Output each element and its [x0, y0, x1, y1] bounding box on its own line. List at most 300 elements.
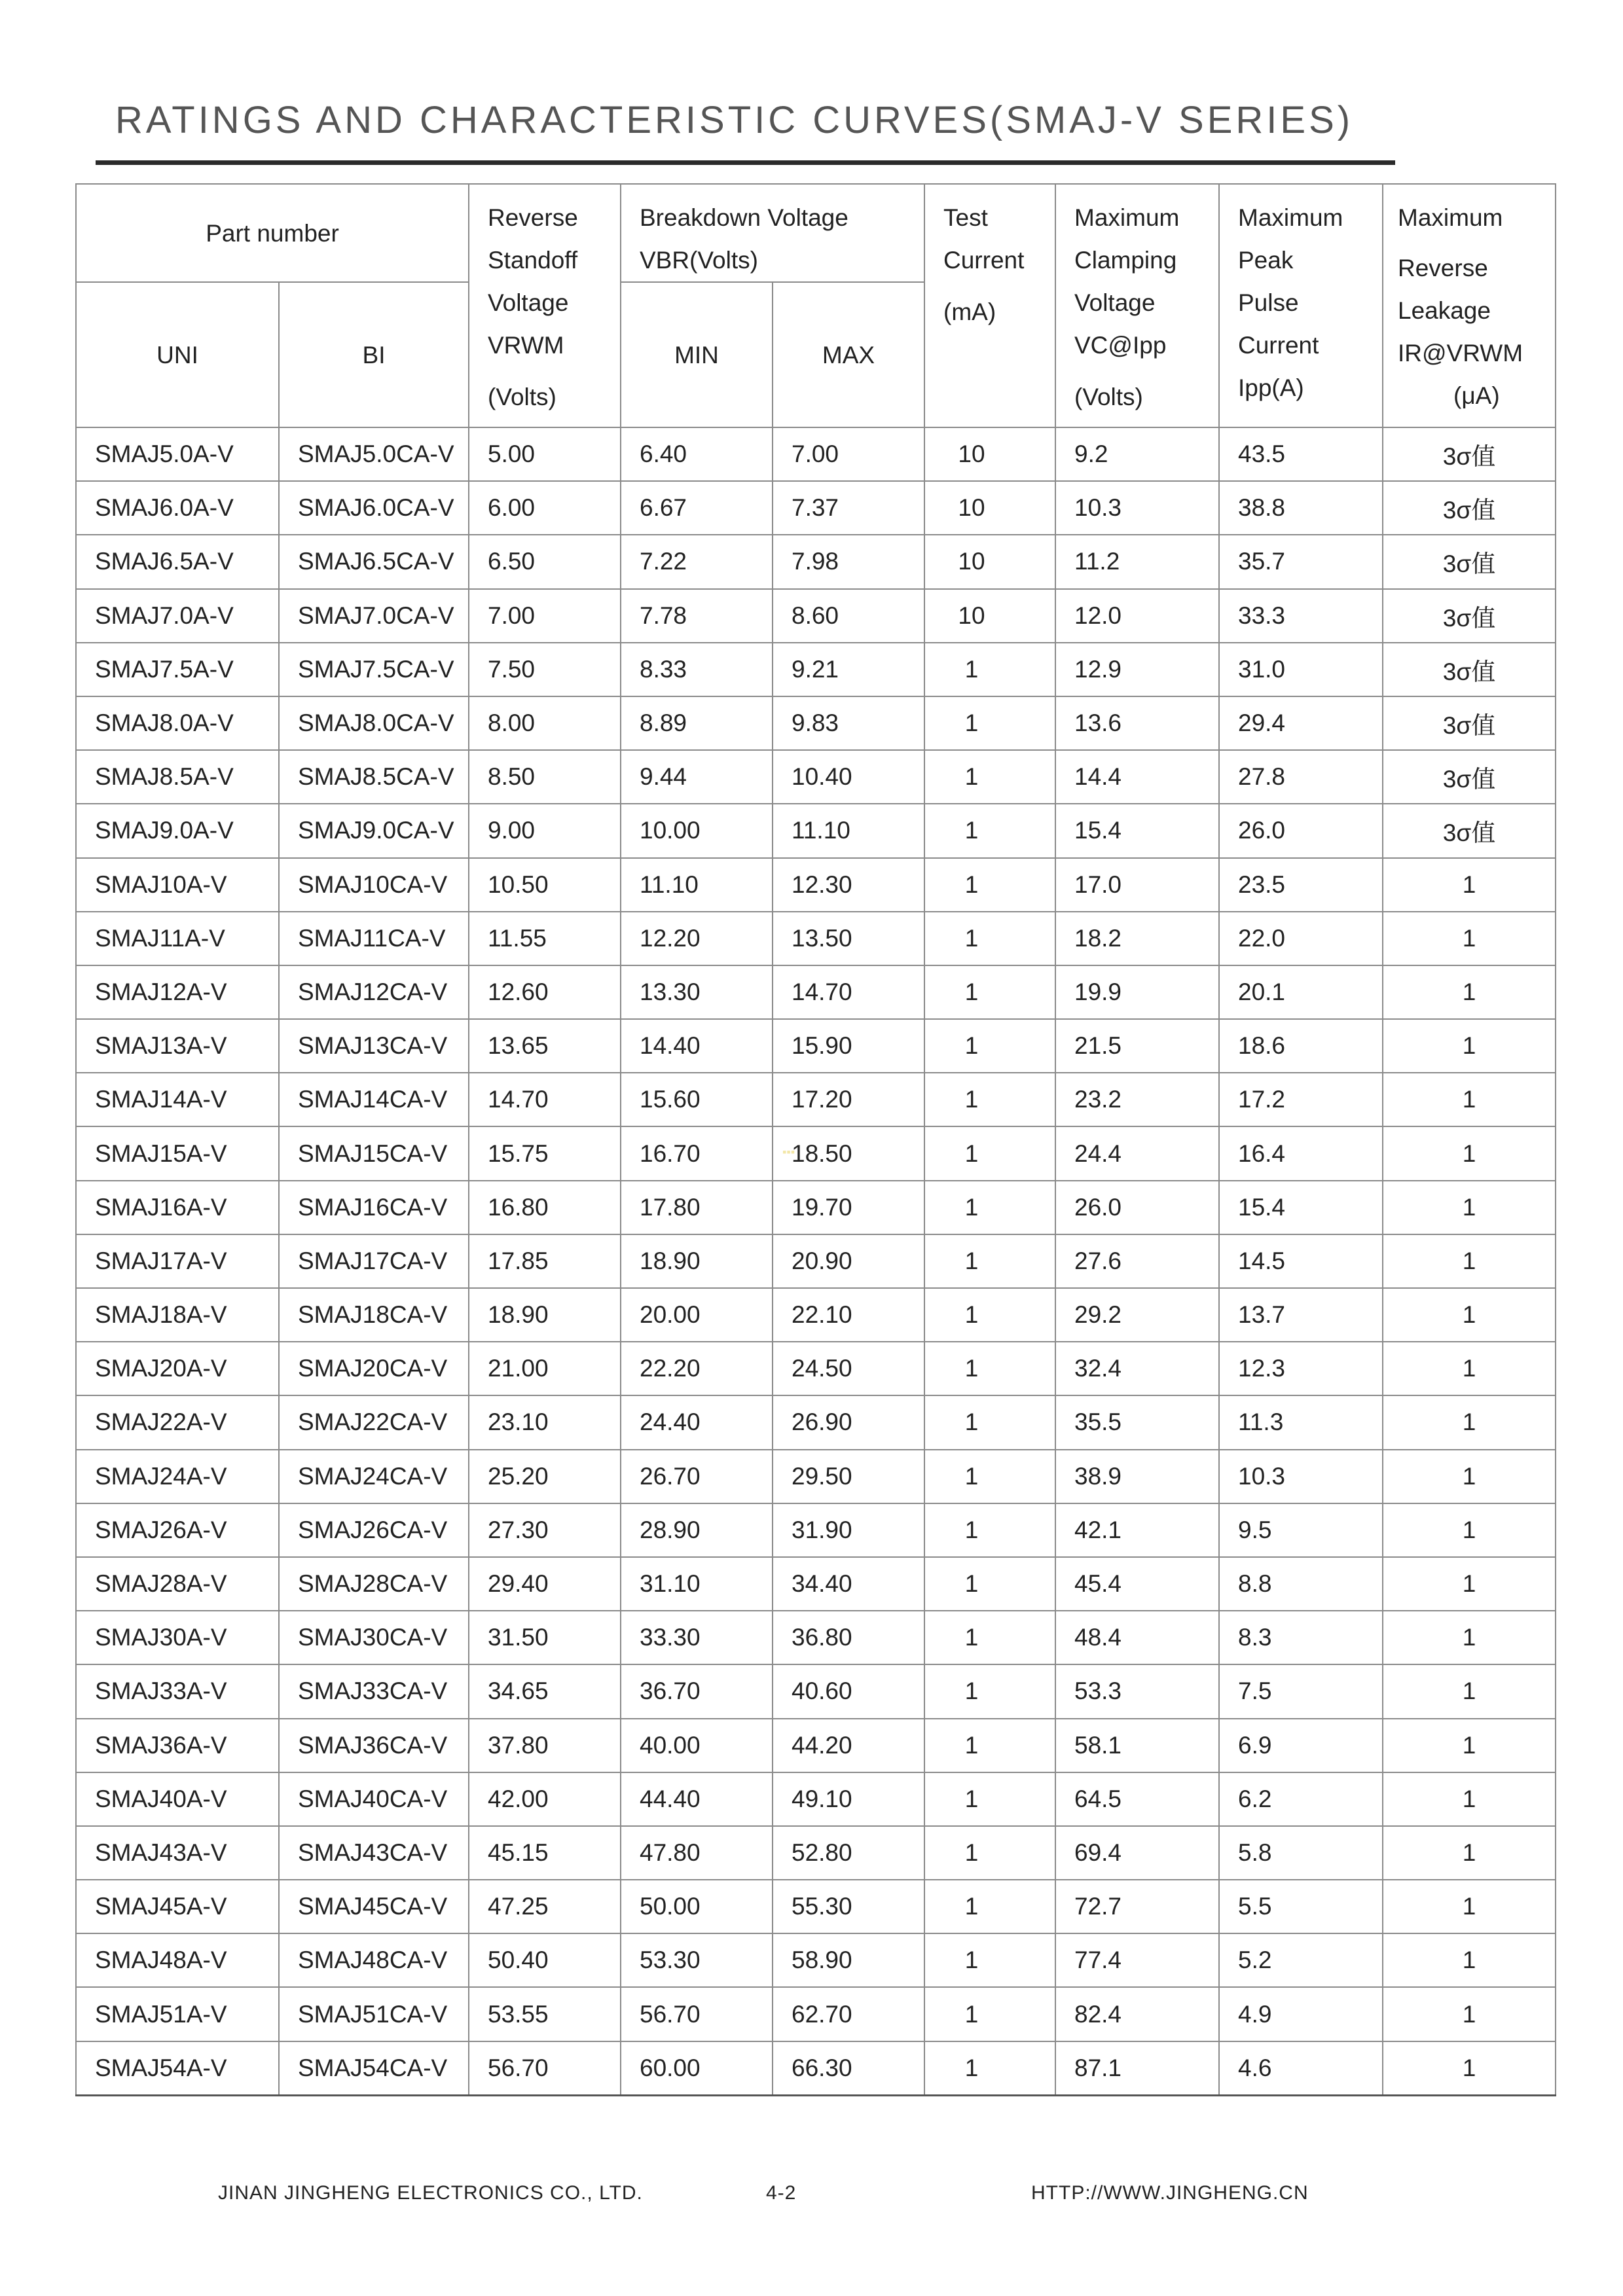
- cell-uni-part: SMAJ36A-V: [76, 1719, 279, 1772]
- table-row: [76, 2041, 1556, 2096]
- cell-peak-pulse-current: 5.2: [1219, 1933, 1383, 1987]
- cell-clamping-voltage: 12.9: [1055, 643, 1219, 696]
- cell-bi-part: SMAJ28CA-V: [279, 1557, 469, 1611]
- cell-reverse-leakage: 1: [1383, 965, 1556, 1019]
- cell-clamping-voltage: 82.4: [1055, 1987, 1219, 2041]
- header-leakage-line: IR@VRWM: [1398, 340, 1523, 367]
- cell-reverse-leakage: 3σ值: [1383, 535, 1556, 588]
- cell-peak-pulse-current: 29.4: [1219, 696, 1383, 750]
- cell-vbr-min: 7.22: [621, 535, 773, 588]
- cell-bi-part: SMAJ33CA-V: [279, 1664, 469, 1718]
- cell-bi-part: SMAJ18CA-V: [279, 1288, 469, 1342]
- table-row: [76, 696, 1556, 750]
- table-row: [76, 1611, 1556, 1664]
- cell-peak-pulse-current: 14.5: [1219, 1234, 1383, 1288]
- header-clamping-voltage: [1055, 184, 1219, 427]
- cell-vbr-max: 10.40: [773, 750, 924, 804]
- ratings-table: [75, 183, 1556, 2096]
- cell-peak-pulse-current: 23.5: [1219, 858, 1383, 912]
- cell-uni-part: SMAJ13A-V: [76, 1019, 279, 1073]
- cell-uni-part: SMAJ45A-V: [76, 1880, 279, 1933]
- cell-peak-pulse-current: 9.5: [1219, 1503, 1383, 1557]
- cell-vbr-min: 44.40: [621, 1772, 773, 1826]
- cell-uni-part: SMAJ6.0A-V: [76, 481, 279, 535]
- cell-vbr-min: 28.90: [621, 1503, 773, 1557]
- cell-reverse-leakage: 1: [1383, 858, 1556, 912]
- cell-bi-part: SMAJ6.0CA-V: [279, 481, 469, 535]
- cell-vbr-max: 14.70: [773, 965, 924, 1019]
- cell-vrwm: 37.80: [469, 1719, 621, 1772]
- cell-bi-part: SMAJ7.5CA-V: [279, 643, 469, 696]
- cell-reverse-leakage: 1: [1383, 1933, 1556, 1987]
- cell-vbr-min: 10.00: [621, 804, 773, 857]
- cell-peak-pulse-current: 26.0: [1219, 804, 1383, 857]
- cell-vbr-min: 12.20: [621, 912, 773, 965]
- header-part-number: Part number: [76, 184, 469, 282]
- cell-test-current: 1: [924, 1987, 1055, 2041]
- cell-test-current: 1: [924, 1234, 1055, 1288]
- header-leakage-line: Leakage: [1398, 297, 1491, 324]
- header-min: MIN: [621, 282, 773, 427]
- header-vrwm-line: (Volts): [488, 384, 556, 410]
- cell-test-current: 1: [924, 1664, 1055, 1718]
- cell-uni-part: SMAJ30A-V: [76, 1611, 279, 1664]
- cell-peak-pulse-current: 27.8: [1219, 750, 1383, 804]
- cell-reverse-leakage: 1: [1383, 1126, 1556, 1180]
- cell-vbr-min: 47.80: [621, 1826, 773, 1880]
- cell-clamping-voltage: 35.5: [1055, 1395, 1219, 1449]
- cell-vrwm: 45.15: [469, 1826, 621, 1880]
- cell-peak-pulse-current: 17.2: [1219, 1073, 1383, 1126]
- header-leakage-line: Maximum: [1398, 204, 1503, 231]
- table-row: [76, 1288, 1556, 1342]
- cell-vrwm: 5.00: [469, 427, 621, 481]
- cell-peak-pulse-current: 33.3: [1219, 589, 1383, 643]
- cell-reverse-leakage: 1: [1383, 1880, 1556, 1933]
- header-ipp-line: Ipp(A): [1238, 374, 1304, 401]
- cell-peak-pulse-current: 31.0: [1219, 643, 1383, 696]
- cell-uni-part: SMAJ16A-V: [76, 1181, 279, 1234]
- cell-peak-pulse-current: 8.8: [1219, 1557, 1383, 1611]
- title-underline: [96, 160, 1395, 165]
- cell-vbr-max: 24.50: [773, 1342, 924, 1395]
- cell-bi-part: SMAJ14CA-V: [279, 1073, 469, 1126]
- cell-vrwm: 25.20: [469, 1450, 621, 1503]
- cell-uni-part: SMAJ28A-V: [76, 1557, 279, 1611]
- header-max: MAX: [773, 282, 924, 427]
- cell-uni-part: SMAJ9.0A-V: [76, 804, 279, 857]
- cell-vbr-min: 9.44: [621, 750, 773, 804]
- cell-bi-part: SMAJ43CA-V: [279, 1826, 469, 1880]
- cell-bi-part: SMAJ17CA-V: [279, 1234, 469, 1288]
- cell-bi-part: SMAJ8.0CA-V: [279, 696, 469, 750]
- header-vrwm-line: Reverse: [488, 204, 578, 231]
- cell-uni-part: SMAJ12A-V: [76, 965, 279, 1019]
- table-row: [76, 1450, 1556, 1503]
- cell-vbr-min: 8.89: [621, 696, 773, 750]
- cell-test-current: 1: [924, 1395, 1055, 1449]
- cell-test-current: 1: [924, 1450, 1055, 1503]
- table-row: [76, 1880, 1556, 1933]
- table-row: [76, 1342, 1556, 1395]
- cell-vbr-max: 17.20: [773, 1073, 924, 1126]
- cell-bi-part: SMAJ54CA-V: [279, 2041, 469, 2096]
- cell-vbr-max: 15.90: [773, 1019, 924, 1073]
- cell-reverse-leakage: 3σ值: [1383, 804, 1556, 857]
- table-row: [76, 1987, 1556, 2041]
- header-clamping-line: Clamping: [1074, 247, 1177, 274]
- table-row: [76, 804, 1556, 857]
- cell-peak-pulse-current: 18.6: [1219, 1019, 1383, 1073]
- cell-uni-part: SMAJ14A-V: [76, 1073, 279, 1126]
- cell-test-current: 1: [924, 2041, 1055, 2096]
- table-row: [76, 1395, 1556, 1449]
- header-vbr-line: Breakdown Voltage: [640, 204, 848, 231]
- cell-peak-pulse-current: 4.9: [1219, 1987, 1383, 2041]
- cell-vbr-min: 50.00: [621, 1880, 773, 1933]
- cell-peak-pulse-current: 22.0: [1219, 912, 1383, 965]
- header-ipp-line: Maximum: [1238, 204, 1343, 231]
- cell-reverse-leakage: 3σ值: [1383, 481, 1556, 535]
- footer-company: JINAN JINGHENG ELECTRONICS CO., LTD.: [218, 2182, 643, 2204]
- cell-vrwm: 16.80: [469, 1181, 621, 1234]
- cell-uni-part: SMAJ7.5A-V: [76, 643, 279, 696]
- cell-vbr-min: 6.67: [621, 481, 773, 535]
- cell-bi-part: SMAJ40CA-V: [279, 1772, 469, 1826]
- cell-clamping-voltage: 10.3: [1055, 481, 1219, 535]
- header-vrwm-line: Standoff: [488, 247, 578, 274]
- cell-vbr-max: 26.90: [773, 1395, 924, 1449]
- cell-uni-part: SMAJ24A-V: [76, 1450, 279, 1503]
- cell-reverse-leakage: 1: [1383, 1664, 1556, 1718]
- table-body: [76, 427, 1556, 2095]
- header-leakage-line: Reverse: [1398, 255, 1488, 281]
- cell-vrwm: 8.00: [469, 696, 621, 750]
- cell-vrwm: 31.50: [469, 1611, 621, 1664]
- table-row: [76, 1503, 1556, 1557]
- cell-reverse-leakage: 3σ值: [1383, 427, 1556, 481]
- cell-uni-part: SMAJ10A-V: [76, 858, 279, 912]
- cell-bi-part: SMAJ8.5CA-V: [279, 750, 469, 804]
- cell-clamping-voltage: 24.4: [1055, 1126, 1219, 1180]
- cell-reverse-leakage: 1: [1383, 1450, 1556, 1503]
- cell-vrwm: 15.75: [469, 1126, 621, 1180]
- cell-uni-part: SMAJ7.0A-V: [76, 589, 279, 643]
- header-clamping-line: Maximum: [1074, 204, 1180, 231]
- cell-uni-part: SMAJ54A-V: [76, 2041, 279, 2096]
- cell-test-current: 1: [924, 1557, 1055, 1611]
- header-test-current: [924, 184, 1055, 427]
- cell-reverse-leakage: 1: [1383, 1987, 1556, 2041]
- table-row: [76, 1126, 1556, 1180]
- cell-vbr-min: 53.30: [621, 1933, 773, 1987]
- cell-clamping-voltage: 29.2: [1055, 1288, 1219, 1342]
- cell-bi-part: SMAJ22CA-V: [279, 1395, 469, 1449]
- cell-uni-part: SMAJ20A-V: [76, 1342, 279, 1395]
- header-uni: UNI: [76, 282, 279, 427]
- table-row: [76, 965, 1556, 1019]
- cell-clamping-voltage: 12.0: [1055, 589, 1219, 643]
- cell-clamping-voltage: 15.4: [1055, 804, 1219, 857]
- cell-vbr-min: 16.70: [621, 1126, 773, 1180]
- cell-bi-part: SMAJ24CA-V: [279, 1450, 469, 1503]
- header-clamping-line: (Volts): [1074, 384, 1143, 410]
- cell-reverse-leakage: 1: [1383, 1395, 1556, 1449]
- cell-test-current: 1: [924, 1019, 1055, 1073]
- cell-vbr-max: 7.00: [773, 427, 924, 481]
- cell-vbr-min: 22.20: [621, 1342, 773, 1395]
- cell-peak-pulse-current: 16.4: [1219, 1126, 1383, 1180]
- cell-test-current: 1: [924, 750, 1055, 804]
- cell-test-current: 10: [924, 427, 1055, 481]
- cell-vbr-min: 33.30: [621, 1611, 773, 1664]
- cell-vbr-max: 58.90: [773, 1933, 924, 1987]
- cell-test-current: 1: [924, 1772, 1055, 1826]
- cell-vrwm: 29.40: [469, 1557, 621, 1611]
- cell-uni-part: SMAJ11A-V: [76, 912, 279, 965]
- cell-vbr-max: 19.70: [773, 1181, 924, 1234]
- footer-page-number: 4-2: [766, 2182, 797, 2204]
- cell-clamping-voltage: 48.4: [1055, 1611, 1219, 1664]
- cell-reverse-leakage: 1: [1383, 912, 1556, 965]
- cell-bi-part: SMAJ7.0CA-V: [279, 589, 469, 643]
- cell-vbr-max: 36.80: [773, 1611, 924, 1664]
- cell-peak-pulse-current: 7.5: [1219, 1664, 1383, 1718]
- cell-uni-part: SMAJ43A-V: [76, 1826, 279, 1880]
- cell-test-current: 1: [924, 1880, 1055, 1933]
- table-row: [76, 589, 1556, 643]
- header-vbr: [621, 184, 924, 282]
- cell-vbr-max: 29.50: [773, 1450, 924, 1503]
- cell-bi-part: SMAJ20CA-V: [279, 1342, 469, 1395]
- table-row: [76, 427, 1556, 481]
- cell-vbr-min: 7.78: [621, 589, 773, 643]
- cell-test-current: 10: [924, 481, 1055, 535]
- table-row: [76, 535, 1556, 588]
- header-vrwm-line: Voltage: [488, 289, 569, 316]
- cell-vbr-max: 22.10: [773, 1288, 924, 1342]
- cell-vbr-min: 24.40: [621, 1395, 773, 1449]
- cell-test-current: 1: [924, 643, 1055, 696]
- cell-vbr-min: 60.00: [621, 2041, 773, 2096]
- cell-vrwm: 17.85: [469, 1234, 621, 1288]
- table-header: [76, 184, 1556, 427]
- cell-vrwm: 14.70: [469, 1073, 621, 1126]
- cell-vbr-min: 26.70: [621, 1450, 773, 1503]
- faint-watermark: ▪▪▪: [782, 1145, 795, 1158]
- cell-vbr-max: 9.21: [773, 643, 924, 696]
- cell-vbr-max: 20.90: [773, 1234, 924, 1288]
- cell-bi-part: SMAJ11CA-V: [279, 912, 469, 965]
- cell-bi-part: SMAJ45CA-V: [279, 1880, 469, 1933]
- cell-clamping-voltage: 64.5: [1055, 1772, 1219, 1826]
- cell-vbr-min: 13.30: [621, 965, 773, 1019]
- cell-vrwm: 6.50: [469, 535, 621, 588]
- cell-vbr-min: 6.40: [621, 427, 773, 481]
- cell-vbr-max: 49.10: [773, 1772, 924, 1826]
- cell-vrwm: 47.25: [469, 1880, 621, 1933]
- page-title: RATINGS AND CHARACTERISTIC CURVES(SMAJ-V SERIES): [115, 99, 1354, 141]
- cell-vbr-min: 15.60: [621, 1073, 773, 1126]
- cell-reverse-leakage: 1: [1383, 1288, 1556, 1342]
- cell-clamping-voltage: 69.4: [1055, 1826, 1219, 1880]
- cell-reverse-leakage: 1: [1383, 1019, 1556, 1073]
- cell-uni-part: SMAJ8.5A-V: [76, 750, 279, 804]
- cell-vrwm: 13.65: [469, 1019, 621, 1073]
- cell-peak-pulse-current: 11.3: [1219, 1395, 1383, 1449]
- header-vbr-line: VBR(Volts): [640, 247, 758, 274]
- table-row: [76, 1719, 1556, 1772]
- cell-uni-part: SMAJ26A-V: [76, 1503, 279, 1557]
- cell-reverse-leakage: 1: [1383, 1503, 1556, 1557]
- cell-vrwm: 42.00: [469, 1772, 621, 1826]
- cell-vrwm: 9.00: [469, 804, 621, 857]
- cell-clamping-voltage: 77.4: [1055, 1933, 1219, 1987]
- cell-vbr-max: 66.30: [773, 2041, 924, 2096]
- cell-reverse-leakage: 3σ值: [1383, 696, 1556, 750]
- cell-uni-part: SMAJ15A-V: [76, 1126, 279, 1180]
- cell-peak-pulse-current: 6.9: [1219, 1719, 1383, 1772]
- header-test-current-line: Test: [943, 204, 988, 231]
- cell-uni-part: SMAJ8.0A-V: [76, 696, 279, 750]
- cell-vbr-max: 8.60: [773, 589, 924, 643]
- table-row: [76, 1019, 1556, 1073]
- cell-clamping-voltage: 26.0: [1055, 1181, 1219, 1234]
- cell-reverse-leakage: 1: [1383, 1073, 1556, 1126]
- table-row: [76, 1664, 1556, 1718]
- header-reverse-leakage: [1383, 184, 1556, 427]
- table-row: [76, 912, 1556, 965]
- cell-reverse-leakage: 3σ值: [1383, 589, 1556, 643]
- cell-vbr-max: 44.20: [773, 1719, 924, 1772]
- cell-peak-pulse-current: 43.5: [1219, 427, 1383, 481]
- cell-clamping-voltage: 32.4: [1055, 1342, 1219, 1395]
- cell-clamping-voltage: 72.7: [1055, 1880, 1219, 1933]
- table-row: [76, 1772, 1556, 1826]
- cell-reverse-leakage: 1: [1383, 1557, 1556, 1611]
- cell-reverse-leakage: 1: [1383, 1234, 1556, 1288]
- cell-peak-pulse-current: 15.4: [1219, 1181, 1383, 1234]
- table-row: [76, 1557, 1556, 1611]
- cell-bi-part: SMAJ30CA-V: [279, 1611, 469, 1664]
- cell-test-current: 10: [924, 535, 1055, 588]
- cell-bi-part: SMAJ48CA-V: [279, 1933, 469, 1987]
- cell-uni-part: SMAJ18A-V: [76, 1288, 279, 1342]
- table-row: [76, 1181, 1556, 1234]
- cell-vrwm: 18.90: [469, 1288, 621, 1342]
- table-row: [76, 1933, 1556, 1987]
- cell-bi-part: SMAJ6.5CA-V: [279, 535, 469, 588]
- cell-vbr-max: 18.50: [773, 1126, 924, 1180]
- cell-test-current: 1: [924, 1181, 1055, 1234]
- cell-uni-part: SMAJ48A-V: [76, 1933, 279, 1987]
- table-row: [76, 643, 1556, 696]
- header-clamping-line: Voltage: [1074, 289, 1156, 316]
- cell-bi-part: SMAJ15CA-V: [279, 1126, 469, 1180]
- cell-bi-part: SMAJ9.0CA-V: [279, 804, 469, 857]
- cell-clamping-voltage: 23.2: [1055, 1073, 1219, 1126]
- cell-reverse-leakage: 3σ值: [1383, 750, 1556, 804]
- cell-peak-pulse-current: 6.2: [1219, 1772, 1383, 1826]
- cell-vbr-min: 31.10: [621, 1557, 773, 1611]
- cell-peak-pulse-current: 4.6: [1219, 2041, 1383, 2096]
- table-row: [76, 1826, 1556, 1880]
- cell-bi-part: SMAJ51CA-V: [279, 1987, 469, 2041]
- cell-vrwm: 56.70: [469, 2041, 621, 2096]
- cell-test-current: 1: [924, 1826, 1055, 1880]
- cell-peak-pulse-current: 8.3: [1219, 1611, 1383, 1664]
- cell-vbr-min: 36.70: [621, 1664, 773, 1718]
- cell-clamping-voltage: 13.6: [1055, 696, 1219, 750]
- cell-reverse-leakage: 3σ值: [1383, 643, 1556, 696]
- header-test-current-line: Current: [943, 247, 1025, 274]
- cell-vbr-max: 52.80: [773, 1826, 924, 1880]
- header-leakage-line: (μA): [1453, 382, 1500, 409]
- cell-bi-part: SMAJ16CA-V: [279, 1181, 469, 1234]
- cell-bi-part: SMAJ10CA-V: [279, 858, 469, 912]
- header-test-current-line: (mA): [943, 298, 996, 325]
- cell-bi-part: SMAJ36CA-V: [279, 1719, 469, 1772]
- header-vrwm: [469, 184, 621, 427]
- cell-vbr-max: 40.60: [773, 1664, 924, 1718]
- cell-vbr-max: 62.70: [773, 1987, 924, 2041]
- cell-test-current: 1: [924, 858, 1055, 912]
- cell-peak-pulse-current: 10.3: [1219, 1450, 1383, 1503]
- cell-reverse-leakage: 1: [1383, 1826, 1556, 1880]
- cell-peak-pulse-current: 13.7: [1219, 1288, 1383, 1342]
- header-ipp-line: Pulse: [1238, 289, 1299, 316]
- cell-vbr-min: 20.00: [621, 1288, 773, 1342]
- cell-clamping-voltage: 58.1: [1055, 1719, 1219, 1772]
- cell-clamping-voltage: 11.2: [1055, 535, 1219, 588]
- table-row: [76, 481, 1556, 535]
- cell-reverse-leakage: 1: [1383, 1772, 1556, 1826]
- table-row: [76, 1073, 1556, 1126]
- cell-uni-part: SMAJ17A-V: [76, 1234, 279, 1288]
- cell-vbr-min: 11.10: [621, 858, 773, 912]
- cell-test-current: 1: [924, 1719, 1055, 1772]
- cell-vbr-min: 18.90: [621, 1234, 773, 1288]
- table-row: [76, 858, 1556, 912]
- cell-bi-part: SMAJ13CA-V: [279, 1019, 469, 1073]
- cell-test-current: 1: [924, 1126, 1055, 1180]
- cell-vbr-max: 13.50: [773, 912, 924, 965]
- cell-vbr-max: 7.37: [773, 481, 924, 535]
- cell-vrwm: 34.65: [469, 1664, 621, 1718]
- cell-uni-part: SMAJ22A-V: [76, 1395, 279, 1449]
- cell-vrwm: 11.55: [469, 912, 621, 965]
- cell-uni-part: SMAJ33A-V: [76, 1664, 279, 1718]
- cell-test-current: 1: [924, 1288, 1055, 1342]
- cell-bi-part: SMAJ26CA-V: [279, 1503, 469, 1557]
- cell-clamping-voltage: 17.0: [1055, 858, 1219, 912]
- cell-reverse-leakage: 1: [1383, 1342, 1556, 1395]
- cell-peak-pulse-current: 5.8: [1219, 1826, 1383, 1880]
- cell-vbr-max: 31.90: [773, 1503, 924, 1557]
- cell-clamping-voltage: 38.9: [1055, 1450, 1219, 1503]
- footer-url: HTTP://WWW.JINGHENG.CN: [1031, 2182, 1309, 2204]
- cell-test-current: 1: [924, 965, 1055, 1019]
- cell-clamping-voltage: 53.3: [1055, 1664, 1219, 1718]
- cell-test-current: 1: [924, 1933, 1055, 1987]
- cell-vbr-min: 56.70: [621, 1987, 773, 2041]
- cell-test-current: 1: [924, 696, 1055, 750]
- cell-clamping-voltage: 18.2: [1055, 912, 1219, 965]
- cell-test-current: 10: [924, 589, 1055, 643]
- cell-reverse-leakage: 1: [1383, 1181, 1556, 1234]
- header-peak-pulse-current: [1219, 184, 1383, 427]
- cell-vbr-max: 34.40: [773, 1557, 924, 1611]
